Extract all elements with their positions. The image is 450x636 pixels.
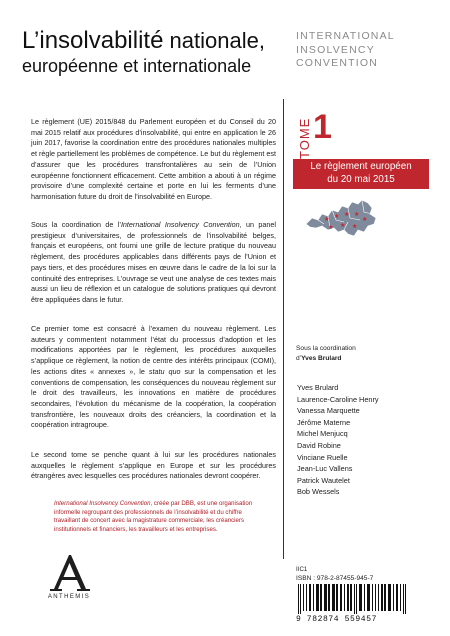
barcode-bar [347,584,349,611]
barcode-bar [324,584,327,611]
title-main-word: L’insolvabilité [22,27,164,54]
barcode-bar [364,584,365,611]
coordinator [296,354,356,364]
organisation-note [54,500,266,534]
coordination-block [296,344,356,363]
barcode-bar [359,584,362,611]
barcode-bar [303,584,304,611]
barcode-bar [300,584,301,614]
barcode-bar [350,584,352,611]
author-item: David Robine [297,440,341,450]
column-divider [283,99,284,559]
note-emphasis: International Insolvency Convention [54,500,151,507]
p3-text-before: Ce premier tome est consacré à l’examen du nouveau règlement. Les auteurs y commentent notamment l’état du processus d’adoption et les modifications apportées par le règlement, les procédures auxquelles s’applique ce règlement, la notion de centre des intérêts principaux (COMI), les actions dites « annexes », le [31,324,276,376]
series-name-line1: INTERNATIONAL [296,30,395,42]
barcode-bar [298,584,299,614]
authors-list [297,382,379,498]
volume-title-line1: Le règlement européen [310,161,412,172]
author-item: Bob Wessels [297,487,340,497]
barcode-bar [354,584,355,614]
coordinator-prefix: d’ [296,354,302,362]
volume-title-line2: du 20 mai 2015 [327,173,395,185]
author-item: Michel Menjucq [297,429,348,439]
barcode-bar [306,584,307,611]
barcode-bar [313,584,314,611]
volume-title-banner [293,159,429,189]
series-name [296,30,436,71]
author-item: Vanessa Marquette [297,406,360,416]
svg-text:★: ★ [328,225,334,231]
product-code: IIC1 [296,566,308,573]
author-item: Yves Brulard [297,383,339,392]
barcode-bar [396,584,398,611]
tome-label [296,113,312,159]
note-text: , créée par DBB, est une organisation informelle regroupant des professionnels de l’insolvabilité et du chiffre travaillant de concert avec la magistrature commerciale, les créanciers institutionnels et financiers, les travailleurs et les entreprises. [54,500,253,533]
author-item: Jean-Luc Vallens [297,464,353,474]
barcode-bar [356,584,357,614]
anthemis-logo-icon [34,553,104,593]
barcode-bar [388,584,391,611]
blurb-paragraph-2 [31,220,276,306]
blurb-paragraph-4: Le second tome se penche quant à lui sur les procédures nationales auxquelles le règlement s’applique en Europe et sur les procédures étrangères avec lesquelles ces procédures nationales devront coopérer. [31,450,276,481]
barcode-bar [340,584,342,611]
publisher-name: ANTHEMIS [47,594,91,600]
svg-text:★: ★ [362,217,368,223]
series-name-line3: CONVENTION [296,57,379,69]
barcode-icon [296,584,422,614]
barcode-bar [384,584,386,611]
svg-text:★: ★ [344,212,350,218]
barcode-bar [375,584,376,611]
svg-text:★: ★ [354,212,360,218]
book-title-line1 [22,28,265,54]
author-item: Patrick Wautelet [297,475,350,485]
barcode-bar [328,584,330,611]
p3-emphasis: statu quo [148,366,181,376]
blurb-paragraph-1: Le règlement (UE) 2015/848 du Parlement européen et du Conseil du 20 mai 2015 relatif aux procédures d’insolvabilité, qui entre en application le 26 juin 2017, favorise la coordination entre des procédures nationales multiples et règle partiellement les problèmes de compétence. Le but du règlement est d’assurer que les procédures transfrontalières au sein de l’Union européenne fonctionnent efficacement. Cette ambition a abouti à un régime provisoire d’une complexité certaine et porte en lui les ferments d’une harmonisation future du droit de l’insolvabilité en Europe. [31,117,276,201]
series-name-line2: INSOLVENCY [296,43,375,56]
title-line1-rest: nationale, [163,28,265,53]
coordination-label: Sous la coordination [296,345,356,352]
tome-word: TOME [297,117,312,159]
barcode-bar [372,584,373,611]
barcode-bar [332,584,335,611]
isbn-text: ISBN : 978-2-87455-945-7 [296,575,374,582]
isbn-block [296,566,436,624]
barcode-bar [316,584,319,611]
blurb-paragraph-3 [31,324,276,431]
svg-text:★: ★ [324,217,330,223]
svg-text:★: ★ [352,224,358,230]
coordinator-name: Yves Brulard [301,354,342,362]
p3-text-after: sur la compensation et les conventions de compensation, les conséquences du nouveau règlement sur le droit des travailleurs, les innovations en matière de procédures secondaires, l’évolution du mécanisme de la coopération, la coopération transfrontière, les nouveaux droits des créanciers, la coordination et la coopération intragroupe. [31,366,276,430]
barcode-bar [403,584,404,614]
barcode-bar [400,584,401,611]
barcode-bar [344,584,345,611]
barcode-bar [393,584,394,611]
barcode-bar [309,584,311,611]
book-title-line2: européenne et internationale [22,56,252,76]
barcode-bar [336,584,338,611]
barcode-bar [378,584,379,611]
svg-text:★: ★ [334,214,340,220]
p2-text-after: , un panel prestigieux d’universitaires, de professionnels de l’insolvabilité belges, français et européens, ont fourni une grille de lecture pratique du nouveau règlement, des procédures applicables dans différents pays de l’Union et pays tiers, et des procédures mises en œuvre dans le cadre de la loi sur la continuité des entreprises. L’ouvrage se veut une analyse de ces textes mais aussi un lieu de réflexion et un catalogue de solutions pratiques qui devront être appliquées dans le futur. [31,220,277,304]
europe-map-icon [304,194,384,238]
author-item: Jérôme Materne [297,417,351,427]
p2-text-before: Sous la coordination de l’ [31,220,121,229]
logo-letter-a [50,555,90,591]
p2-emphasis: International Insolvency Convention [120,220,240,229]
barcode-bar [367,584,370,611]
svg-text:★: ★ [340,223,346,229]
barcode-bar [381,584,383,611]
author-item: Vinciane Ruelle [297,452,348,462]
barcode-bar [405,584,406,614]
barcode-digits: 9 782874 559457 [296,615,378,624]
tome-number: 1 [313,108,332,146]
author-item: Laurence-Caroline Henry [297,394,379,404]
barcode-bar [320,584,322,611]
